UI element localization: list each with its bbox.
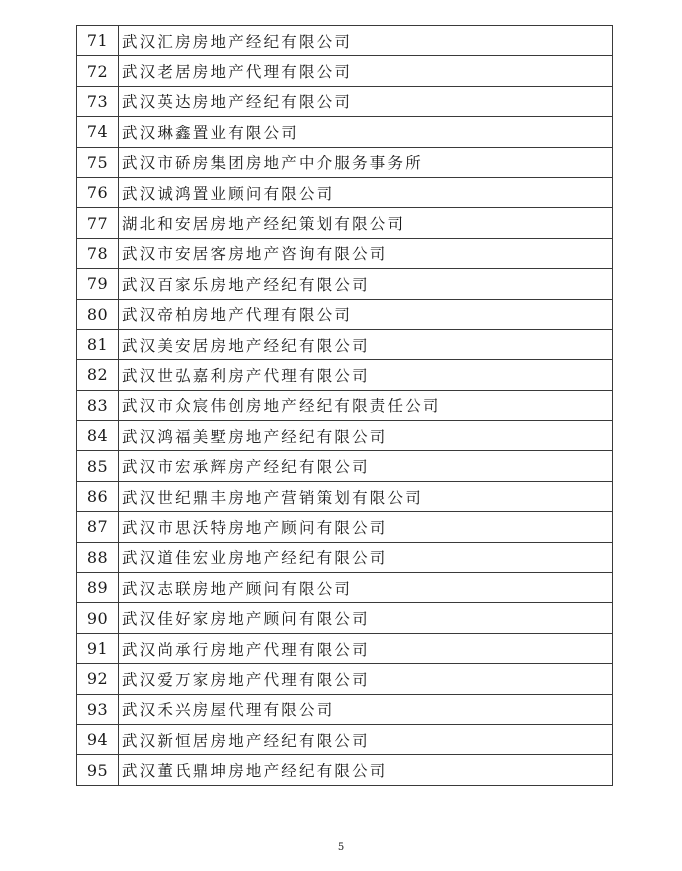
page-number: 5 <box>337 842 345 853</box>
table-row <box>77 694 613 724</box>
row-number: 75 <box>77 147 119 177</box>
company-name: 武汉禾兴房屋代理有限公司 <box>119 694 613 724</box>
row-number: 92 <box>77 664 119 694</box>
row-number: 88 <box>77 542 119 572</box>
row-number: 81 <box>77 329 119 359</box>
table-row <box>77 512 613 542</box>
table-row <box>77 86 613 116</box>
table-row <box>77 269 613 299</box>
row-number: 80 <box>77 299 119 329</box>
company-name: 武汉董氏鼎坤房地产经纪有限公司 <box>119 755 613 785</box>
company-name: 武汉市众宸伟创房地产经纪有限责任公司 <box>119 390 613 420</box>
row-number: 77 <box>77 208 119 238</box>
row-number: 79 <box>77 269 119 299</box>
row-number: 87 <box>77 512 119 542</box>
company-name: 武汉道佳宏业房地产经纪有限公司 <box>119 542 613 572</box>
row-number: 95 <box>77 755 119 785</box>
table-row <box>77 421 613 451</box>
table-row <box>77 238 613 268</box>
row-number: 78 <box>77 238 119 268</box>
company-name: 武汉英达房地产经纪有限公司 <box>119 86 613 116</box>
company-list-body <box>77 26 613 786</box>
row-number: 76 <box>77 177 119 207</box>
company-name: 武汉市硚房集团房地产中介服务事务所 <box>119 147 613 177</box>
company-name: 武汉市思沃特房地产顾问有限公司 <box>119 512 613 542</box>
company-name: 武汉爱万家房地产代理有限公司 <box>119 664 613 694</box>
company-name: 武汉鸿福美墅房地产经纪有限公司 <box>119 421 613 451</box>
table-row <box>77 481 613 511</box>
company-name: 武汉汇房房地产经纪有限公司 <box>119 26 613 56</box>
company-name: 武汉世弘嘉利房产代理有限公司 <box>119 360 613 390</box>
row-number: 83 <box>77 390 119 420</box>
company-name: 武汉佳好家房地产顾问有限公司 <box>119 603 613 633</box>
row-number: 85 <box>77 451 119 481</box>
table-row <box>77 724 613 754</box>
table-row <box>77 390 613 420</box>
row-number: 72 <box>77 56 119 86</box>
company-name: 武汉帝柏房地产代理有限公司 <box>119 299 613 329</box>
company-name: 武汉尚承行房地产代理有限公司 <box>119 633 613 663</box>
row-number: 84 <box>77 421 119 451</box>
table-row <box>77 360 613 390</box>
table-row <box>77 26 613 56</box>
table-row <box>77 633 613 663</box>
row-number: 89 <box>77 573 119 603</box>
table-row <box>77 56 613 86</box>
row-number: 73 <box>77 86 119 116</box>
company-name: 武汉琳鑫置业有限公司 <box>119 117 613 147</box>
table-row <box>77 664 613 694</box>
table-row <box>77 755 613 785</box>
company-name: 武汉市宏承辉房产经纪有限公司 <box>119 451 613 481</box>
company-name: 武汉新恒居房地产经纪有限公司 <box>119 724 613 754</box>
table-row <box>77 299 613 329</box>
company-list-table <box>76 25 613 786</box>
row-number: 93 <box>77 694 119 724</box>
row-number: 86 <box>77 481 119 511</box>
row-number: 94 <box>77 724 119 754</box>
table-row <box>77 542 613 572</box>
table-row <box>77 451 613 481</box>
company-name: 湖北和安居房地产经纪策划有限公司 <box>119 208 613 238</box>
table-row <box>77 117 613 147</box>
row-number: 82 <box>77 360 119 390</box>
company-name: 武汉百家乐房地产经纪有限公司 <box>119 269 613 299</box>
table-row <box>77 603 613 633</box>
table-row <box>77 573 613 603</box>
company-name: 武汉志联房地产顾问有限公司 <box>119 573 613 603</box>
table-row <box>77 208 613 238</box>
row-number: 91 <box>77 633 119 663</box>
row-number: 90 <box>77 603 119 633</box>
company-name: 武汉世纪鼎丰房地产营销策划有限公司 <box>119 481 613 511</box>
company-name: 武汉市安居客房地产咨询有限公司 <box>119 238 613 268</box>
company-name: 武汉诚鸿置业顾问有限公司 <box>119 177 613 207</box>
row-number: 71 <box>77 26 119 56</box>
table-row <box>77 147 613 177</box>
company-name: 武汉老居房地产代理有限公司 <box>119 56 613 86</box>
row-number: 74 <box>77 117 119 147</box>
table-row <box>77 177 613 207</box>
table-row <box>77 329 613 359</box>
company-name: 武汉美安居房地产经纪有限公司 <box>119 329 613 359</box>
